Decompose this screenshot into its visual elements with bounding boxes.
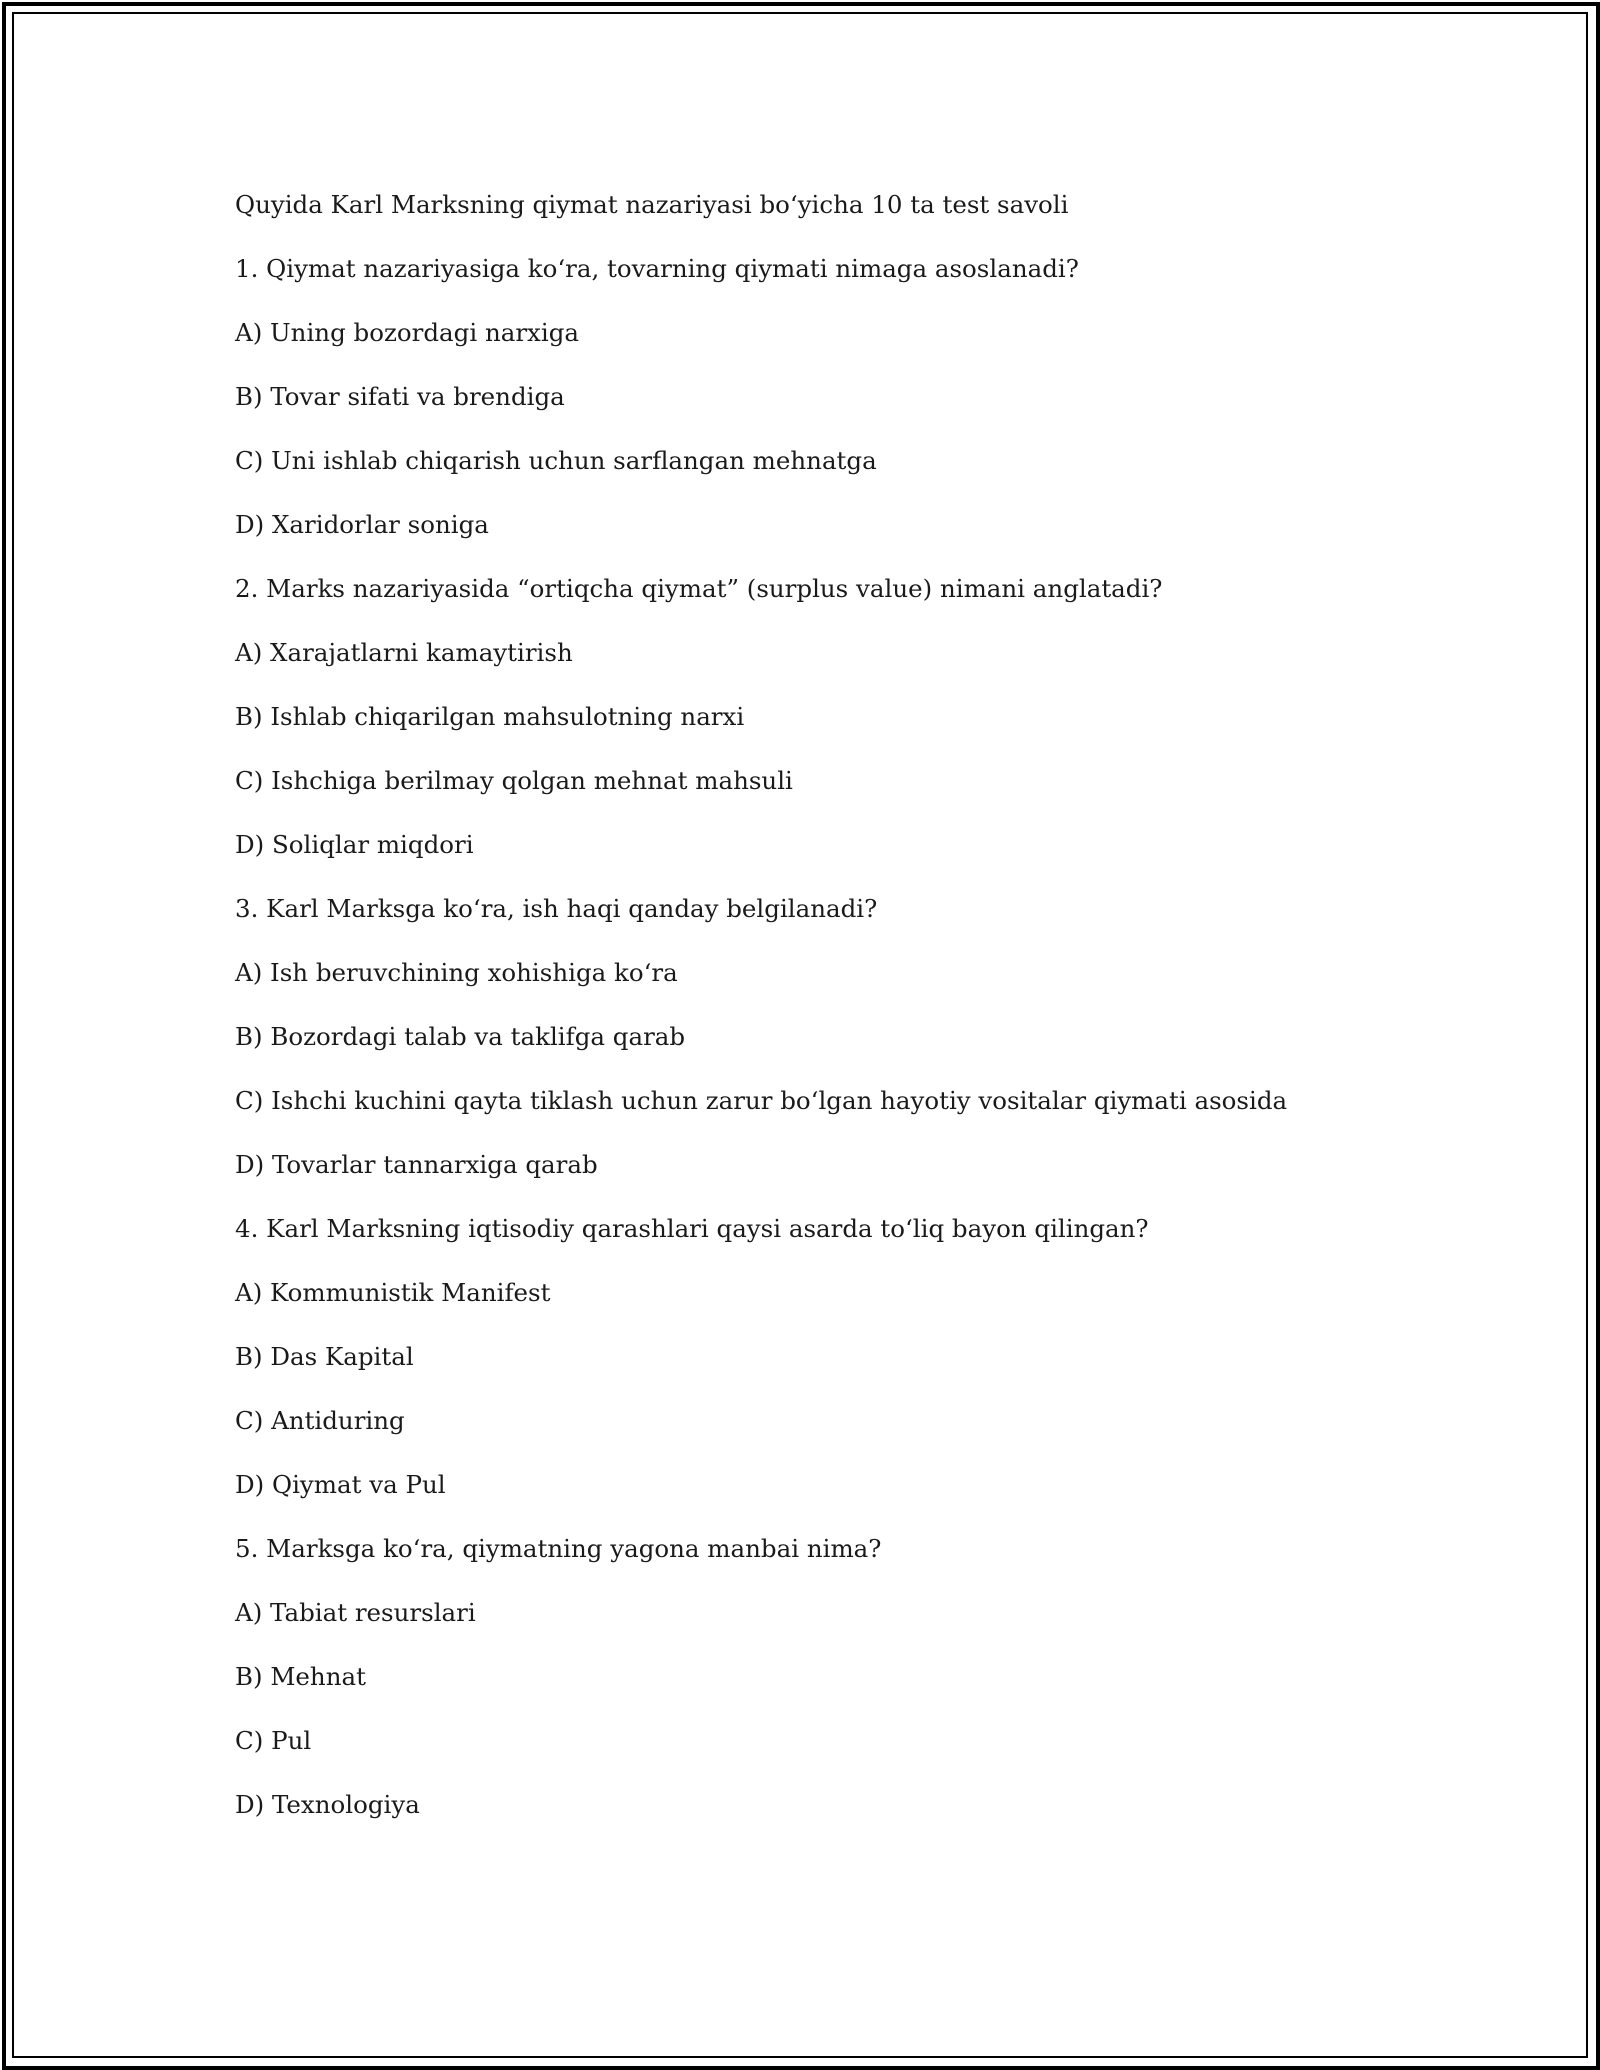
question-3-option-a: A) Ish beruvchining xohishiga ko‘ra xyxy=(235,958,678,987)
question-1-option-c: C) Uni ishlab chiqarish uchun sarflangan mehnatga xyxy=(235,446,877,475)
question-block-5 xyxy=(235,1529,1395,1849)
document-body xyxy=(235,185,1395,1849)
question-2-option-d: D) Soliqlar miqdori xyxy=(235,830,474,859)
intro-line: Quyida Karl Marksning qiymat nazariyasi bo‘yicha 10 ta test savoli xyxy=(235,190,1069,219)
question-2-option-c: C) Ishchiga berilmay qolgan mehnat mahsuli xyxy=(235,766,793,795)
question-4-option-a: A) Kommunistik Manifest xyxy=(235,1278,551,1307)
question-4-option-b: B) Das Kapital xyxy=(235,1342,414,1371)
question-3: 3. Karl Marksga ko‘ra, ish haqi qanday belgilanadi? xyxy=(235,894,878,923)
question-5: 5. Marksga ko‘ra, qiymatning yagona manbai nima? xyxy=(235,1534,882,1563)
question-5-option-b: B) Mehnat xyxy=(235,1662,366,1691)
question-2-option-b: B) Ishlab chiqarilgan mahsulotning narxi xyxy=(235,702,745,731)
question-1: 1. Qiymat nazariyasiga ko‘ra, tovarning qiymati nimaga asoslanadi? xyxy=(235,254,1079,283)
question-3-option-d: D) Tovarlar tannarxiga qarab xyxy=(235,1150,598,1179)
question-4-option-d: D) Qiymat va Pul xyxy=(235,1470,446,1499)
question-block-1 xyxy=(235,249,1395,569)
question-3-option-c: C) Ishchi kuchini qayta tiklash uchun zarur bo‘lgan hayotiy vositalar qiymati asosida xyxy=(235,1086,1288,1115)
question-block-4 xyxy=(235,1209,1395,1529)
question-1-option-a: A) Uning bozordagi narxiga xyxy=(235,318,579,347)
question-5-option-d: D) Texnologiya xyxy=(235,1790,420,1819)
question-5-option-c: C) Pul xyxy=(235,1726,312,1755)
question-2-option-a: A) Xarajatlarni kamaytirish xyxy=(235,638,573,667)
question-4-option-c: C) Antiduring xyxy=(235,1406,405,1435)
question-1-option-b: B) Tovar sifati va brendiga xyxy=(235,382,565,411)
question-3-option-b: B) Bozordagi talab va taklifga qarab xyxy=(235,1022,686,1051)
question-5-option-a: A) Tabiat resurslari xyxy=(235,1598,476,1627)
question-1-option-d: D) Xaridorlar soniga xyxy=(235,510,489,539)
question-2: 2. Marks nazariyasida “ortiqcha qiymat” (surplus value) nimani anglatadi? xyxy=(235,574,1163,603)
question-block-3 xyxy=(235,889,1395,1209)
question-4: 4. Karl Marksning iqtisodiy qarashlari qaysi asarda to‘liq bayon qilingan? xyxy=(235,1214,1149,1243)
question-block-2 xyxy=(235,569,1395,889)
